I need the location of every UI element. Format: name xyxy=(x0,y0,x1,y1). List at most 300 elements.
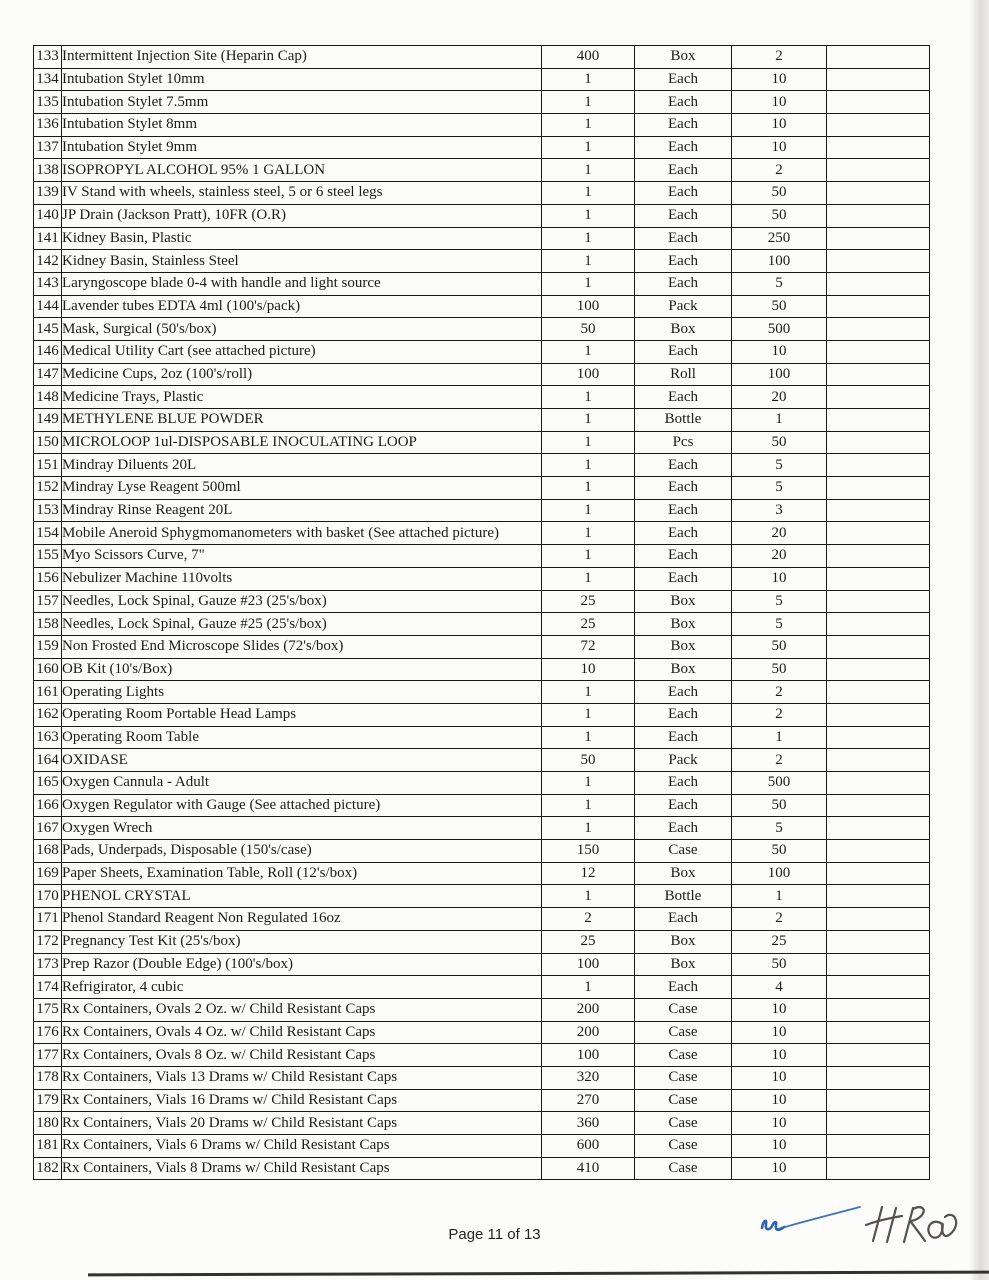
blank-cell xyxy=(827,46,930,69)
table-row xyxy=(34,953,930,976)
quantity2-cell: 10 xyxy=(732,68,827,91)
description-cell: ISOPROPYL ALCOHOL 95% 1 GALLON xyxy=(62,159,542,182)
quantity2-cell: 20 xyxy=(732,522,827,545)
unit-cell: Each xyxy=(635,68,732,91)
row-number-cell: 137 xyxy=(34,136,62,159)
quantity2-cell: 10 xyxy=(732,1044,827,1067)
description-cell: Intermittent Injection Site (Heparin Cap) xyxy=(62,46,542,69)
description-cell: IV Stand with wheels, stainless steel, 5 or 6 steel legs xyxy=(62,182,542,205)
row-number-cell: 172 xyxy=(34,930,62,953)
unit-cell: Case xyxy=(635,840,732,863)
blank-cell xyxy=(827,386,930,409)
table-row xyxy=(34,250,930,273)
description-cell: JP Drain (Jackson Pratt), 10FR (O.R) xyxy=(62,204,542,227)
description-cell: Needles, Lock Spinal, Gauze #25 (25's/box) xyxy=(62,613,542,636)
quantity2-cell: 10 xyxy=(732,1135,827,1158)
row-number-cell: 154 xyxy=(34,522,62,545)
row-number-cell: 134 xyxy=(34,68,62,91)
row-number-cell: 174 xyxy=(34,976,62,999)
quantity-cell: 50 xyxy=(542,318,635,341)
unit-cell: Each xyxy=(635,454,732,477)
description-cell: Pads, Underpads, Disposable (150's/case) xyxy=(62,840,542,863)
blank-cell xyxy=(827,68,930,91)
unit-cell: Case xyxy=(635,1112,732,1135)
table-row xyxy=(34,204,930,227)
row-number-cell: 157 xyxy=(34,590,62,613)
table-row xyxy=(34,930,930,953)
description-cell: Intubation Stylet 8mm xyxy=(62,114,542,137)
quantity2-cell: 50 xyxy=(732,295,827,318)
quantity-cell: 1 xyxy=(542,431,635,454)
quantity-cell: 1 xyxy=(542,794,635,817)
unit-cell: Each xyxy=(635,794,732,817)
quantity2-cell: 500 xyxy=(732,772,827,795)
quantity2-cell: 2 xyxy=(732,681,827,704)
description-cell: Rx Containers, Ovals 4 Oz. w/ Child Resistant Caps xyxy=(62,1021,542,1044)
unit-cell: Each xyxy=(635,91,732,114)
table-row xyxy=(34,386,930,409)
description-cell: Mobile Aneroid Sphygmomanometers with basket (See attached picture) xyxy=(62,522,542,545)
quantity2-cell: 50 xyxy=(732,953,827,976)
row-number-cell: 149 xyxy=(34,409,62,432)
unit-cell: Bottle xyxy=(635,885,732,908)
blank-cell xyxy=(827,114,930,137)
row-number-cell: 159 xyxy=(34,635,62,658)
quantity-cell: 1 xyxy=(542,114,635,137)
table-row xyxy=(34,840,930,863)
blank-cell xyxy=(827,772,930,795)
row-number-cell: 156 xyxy=(34,567,62,590)
quantity2-cell: 5 xyxy=(732,817,827,840)
description-cell: Myo Scissors Curve, 7" xyxy=(62,545,542,568)
row-number-cell: 141 xyxy=(34,227,62,250)
blank-cell xyxy=(827,908,930,931)
table-row xyxy=(34,613,930,636)
row-number-cell: 177 xyxy=(34,1044,62,1067)
description-cell: Laryngoscope blade 0-4 with handle and light source xyxy=(62,272,542,295)
row-number-cell: 133 xyxy=(34,46,62,69)
table-row xyxy=(34,1044,930,1067)
table-row xyxy=(34,681,930,704)
table-row xyxy=(34,46,930,69)
blank-cell xyxy=(827,499,930,522)
description-cell: Medicine Cups, 2oz (100's/roll) xyxy=(62,363,542,386)
blank-cell xyxy=(827,1157,930,1180)
quantity-cell: 50 xyxy=(542,749,635,772)
quantity2-cell: 250 xyxy=(732,227,827,250)
row-number-cell: 176 xyxy=(34,1021,62,1044)
unit-cell: Case xyxy=(635,1044,732,1067)
unit-cell: Each xyxy=(635,386,732,409)
row-number-cell: 170 xyxy=(34,885,62,908)
quantity-cell: 25 xyxy=(542,590,635,613)
unit-cell: Box xyxy=(635,862,732,885)
blank-cell xyxy=(827,953,930,976)
row-number-cell: 180 xyxy=(34,1112,62,1135)
quantity2-cell: 10 xyxy=(732,91,827,114)
description-cell: Oxygen Wrech xyxy=(62,817,542,840)
quantity2-cell: 10 xyxy=(732,136,827,159)
unit-cell: Box xyxy=(635,613,732,636)
unit-cell: Each xyxy=(635,976,732,999)
table-row xyxy=(34,1021,930,1044)
row-number-cell: 168 xyxy=(34,840,62,863)
quantity2-cell: 10 xyxy=(732,1021,827,1044)
quantity2-cell: 20 xyxy=(732,545,827,568)
unit-cell: Box xyxy=(635,930,732,953)
blank-cell xyxy=(827,363,930,386)
table-row xyxy=(34,477,930,500)
unit-cell: Each xyxy=(635,522,732,545)
row-number-cell: 171 xyxy=(34,908,62,931)
description-cell: PHENOL CRYSTAL xyxy=(62,885,542,908)
description-cell: OB Kit (10's/Box) xyxy=(62,658,542,681)
row-number-cell: 158 xyxy=(34,613,62,636)
blank-cell xyxy=(827,885,930,908)
unit-cell: Box xyxy=(635,318,732,341)
blank-cell xyxy=(827,681,930,704)
quantity2-cell: 10 xyxy=(732,1066,827,1089)
unit-cell: Case xyxy=(635,1157,732,1180)
description-cell: Rx Containers, Vials 8 Drams w/ Child Resistant Caps xyxy=(62,1157,542,1180)
row-number-cell: 139 xyxy=(34,182,62,205)
table-row xyxy=(34,976,930,999)
quantity2-cell: 50 xyxy=(732,658,827,681)
quantity2-cell: 5 xyxy=(732,613,827,636)
description-cell: Needles, Lock Spinal, Gauze #23 (25's/box) xyxy=(62,590,542,613)
unit-cell: Box xyxy=(635,590,732,613)
row-number-cell: 153 xyxy=(34,499,62,522)
blank-cell xyxy=(827,1112,930,1135)
quantity2-cell: 1 xyxy=(732,726,827,749)
table-row xyxy=(34,749,930,772)
quantity-cell: 100 xyxy=(542,295,635,318)
blank-cell xyxy=(827,318,930,341)
description-cell: MICROLOOP 1ul-DISPOSABLE INOCULATING LOOP xyxy=(62,431,542,454)
table-row xyxy=(34,635,930,658)
quantity-cell: 1 xyxy=(542,250,635,273)
table-row xyxy=(34,409,930,432)
blank-cell xyxy=(827,136,930,159)
scan-edge-right xyxy=(969,0,989,1280)
row-number-cell: 140 xyxy=(34,204,62,227)
row-number-cell: 164 xyxy=(34,749,62,772)
row-number-cell: 135 xyxy=(34,91,62,114)
blank-cell xyxy=(827,454,930,477)
table-row xyxy=(34,91,930,114)
quantity2-cell: 5 xyxy=(732,477,827,500)
quantity2-cell: 50 xyxy=(732,840,827,863)
blank-cell xyxy=(827,613,930,636)
description-cell: Prep Razor (Double Edge) (100's/box) xyxy=(62,953,542,976)
description-cell: Rx Containers, Ovals 8 Oz. w/ Child Resistant Caps xyxy=(62,1044,542,1067)
quantity-cell: 1 xyxy=(542,703,635,726)
quantity-cell: 100 xyxy=(542,363,635,386)
table-row xyxy=(34,545,930,568)
unit-cell: Each xyxy=(635,817,732,840)
table-row xyxy=(34,1112,930,1135)
unit-cell: Each xyxy=(635,703,732,726)
unit-cell: Each xyxy=(635,114,732,137)
table-row xyxy=(34,159,930,182)
quantity2-cell: 10 xyxy=(732,567,827,590)
unit-cell: Each xyxy=(635,681,732,704)
quantity-cell: 1 xyxy=(542,681,635,704)
table-body xyxy=(34,46,930,1180)
row-number-cell: 166 xyxy=(34,794,62,817)
quantity-cell: 1 xyxy=(542,204,635,227)
quantity2-cell: 50 xyxy=(732,204,827,227)
table-row xyxy=(34,998,930,1021)
quantity-cell: 25 xyxy=(542,613,635,636)
unit-cell: Each xyxy=(635,227,732,250)
quantity2-cell: 3 xyxy=(732,499,827,522)
quantity-cell: 1 xyxy=(542,454,635,477)
unit-cell: Case xyxy=(635,1066,732,1089)
quantity2-cell: 100 xyxy=(732,862,827,885)
quantity-cell: 1 xyxy=(542,272,635,295)
unit-cell: Each xyxy=(635,567,732,590)
quantity-cell: 1 xyxy=(542,386,635,409)
blank-cell xyxy=(827,1066,930,1089)
unit-cell: Each xyxy=(635,159,732,182)
quantity-cell: 1 xyxy=(542,159,635,182)
quantity-cell: 1 xyxy=(542,976,635,999)
description-cell: Non Frosted End Microscope Slides (72's/box) xyxy=(62,635,542,658)
quantity2-cell: 10 xyxy=(732,114,827,137)
quantity2-cell: 25 xyxy=(732,930,827,953)
quantity2-cell: 1 xyxy=(732,409,827,432)
table-row xyxy=(34,318,930,341)
description-cell: Rx Containers, Vials 13 Drams w/ Child Resistant Caps xyxy=(62,1066,542,1089)
description-cell: Rx Containers, Ovals 2 Oz. w/ Child Resistant Caps xyxy=(62,998,542,1021)
scan-edge-bottom xyxy=(88,1271,989,1277)
quantity2-cell: 2 xyxy=(732,46,827,69)
row-number-cell: 182 xyxy=(34,1157,62,1180)
row-number-cell: 178 xyxy=(34,1066,62,1089)
blank-cell xyxy=(827,431,930,454)
blank-cell xyxy=(827,522,930,545)
unit-cell: Each xyxy=(635,136,732,159)
quantity-cell: 100 xyxy=(542,953,635,976)
table-row xyxy=(34,908,930,931)
table-row xyxy=(34,703,930,726)
description-cell: Medicine Trays, Plastic xyxy=(62,386,542,409)
table-row xyxy=(34,114,930,137)
table-row xyxy=(34,340,930,363)
quantity-cell: 360 xyxy=(542,1112,635,1135)
table-row xyxy=(34,658,930,681)
blank-cell xyxy=(827,703,930,726)
description-cell: Operating Room Table xyxy=(62,726,542,749)
unit-cell: Pack xyxy=(635,295,732,318)
unit-cell: Roll xyxy=(635,363,732,386)
unit-cell: Pack xyxy=(635,749,732,772)
unit-cell: Box xyxy=(635,635,732,658)
quantity-cell: 1 xyxy=(542,772,635,795)
quantity-cell: 1 xyxy=(542,885,635,908)
table-row xyxy=(34,1157,930,1180)
blank-cell xyxy=(827,976,930,999)
description-cell: Oxygen Regulator with Gauge (See attached picture) xyxy=(62,794,542,817)
unit-cell: Each xyxy=(635,908,732,931)
quantity2-cell: 50 xyxy=(732,431,827,454)
table-row xyxy=(34,522,930,545)
description-cell: Medical Utility Cart (see attached picture) xyxy=(62,340,542,363)
unit-cell: Each xyxy=(635,272,732,295)
blank-cell xyxy=(827,409,930,432)
quantity2-cell: 50 xyxy=(732,794,827,817)
description-cell: Oxygen Cannula - Adult xyxy=(62,772,542,795)
row-number-cell: 165 xyxy=(34,772,62,795)
quantity-cell: 270 xyxy=(542,1089,635,1112)
row-number-cell: 147 xyxy=(34,363,62,386)
description-cell: Refrigirator, 4 cubic xyxy=(62,976,542,999)
row-number-cell: 155 xyxy=(34,545,62,568)
description-cell: Mask, Surgical (50's/box) xyxy=(62,318,542,341)
quantity-cell: 1 xyxy=(542,499,635,522)
handwritten-annotations xyxy=(738,1190,989,1258)
table-row xyxy=(34,227,930,250)
blank-cell xyxy=(827,749,930,772)
row-number-cell: 162 xyxy=(34,703,62,726)
description-cell: Phenol Standard Reagent Non Regulated 16oz xyxy=(62,908,542,931)
quantity-cell: 1 xyxy=(542,409,635,432)
table-row xyxy=(34,431,930,454)
blank-cell xyxy=(827,250,930,273)
row-number-cell: 179 xyxy=(34,1089,62,1112)
quantity-cell: 200 xyxy=(542,998,635,1021)
row-number-cell: 173 xyxy=(34,953,62,976)
blank-cell xyxy=(827,840,930,863)
row-number-cell: 152 xyxy=(34,477,62,500)
description-cell: Operating Lights xyxy=(62,681,542,704)
unit-cell: Box xyxy=(635,953,732,976)
row-number-cell: 169 xyxy=(34,862,62,885)
quantity-cell: 1 xyxy=(542,91,635,114)
quantity-cell: 72 xyxy=(542,635,635,658)
table-row xyxy=(34,794,930,817)
quantity2-cell: 10 xyxy=(732,340,827,363)
unit-cell: Box xyxy=(635,46,732,69)
blank-cell xyxy=(827,182,930,205)
table-row xyxy=(34,567,930,590)
table-row xyxy=(34,772,930,795)
quantity-cell: 410 xyxy=(542,1157,635,1180)
quantity2-cell: 5 xyxy=(732,272,827,295)
row-number-cell: 142 xyxy=(34,250,62,273)
unit-cell: Case xyxy=(635,1021,732,1044)
table-row xyxy=(34,454,930,477)
unit-cell: Box xyxy=(635,658,732,681)
description-cell: Lavender tubes EDTA 4ml (100's/pack) xyxy=(62,295,542,318)
unit-cell: Each xyxy=(635,204,732,227)
quantity-cell: 12 xyxy=(542,862,635,885)
table-row xyxy=(34,182,930,205)
row-number-cell: 144 xyxy=(34,295,62,318)
table-row xyxy=(34,363,930,386)
description-cell: METHYLENE BLUE POWDER xyxy=(62,409,542,432)
quantity2-cell: 4 xyxy=(732,976,827,999)
table-row xyxy=(34,817,930,840)
quantity2-cell: 500 xyxy=(732,318,827,341)
blank-cell xyxy=(827,295,930,318)
quantity2-cell: 100 xyxy=(732,250,827,273)
blank-cell xyxy=(827,567,930,590)
quantity-cell: 10 xyxy=(542,658,635,681)
description-cell: Paper Sheets, Examination Table, Roll (12's/box) xyxy=(62,862,542,885)
unit-cell: Each xyxy=(635,772,732,795)
quantity-cell: 1 xyxy=(542,136,635,159)
quantity-cell: 150 xyxy=(542,840,635,863)
blank-cell xyxy=(827,930,930,953)
description-cell: Operating Room Portable Head Lamps xyxy=(62,703,542,726)
blank-cell xyxy=(827,1021,930,1044)
quantity-cell: 1 xyxy=(542,227,635,250)
quantity-cell: 1 xyxy=(542,817,635,840)
page-number: Page 11 of 13 xyxy=(448,1226,541,1243)
quantity2-cell: 2 xyxy=(732,703,827,726)
blank-cell xyxy=(827,340,930,363)
quantity2-cell: 5 xyxy=(732,590,827,613)
unit-cell: Each xyxy=(635,477,732,500)
row-number-cell: 163 xyxy=(34,726,62,749)
quantity2-cell: 1 xyxy=(732,885,827,908)
description-cell: OXIDASE xyxy=(62,749,542,772)
row-number-cell: 181 xyxy=(34,1135,62,1158)
table-row xyxy=(34,1089,930,1112)
quantity2-cell: 20 xyxy=(732,386,827,409)
description-cell: Intubation Stylet 9mm xyxy=(62,136,542,159)
table-row xyxy=(34,862,930,885)
row-number-cell: 146 xyxy=(34,340,62,363)
description-cell: Rx Containers, Vials 20 Drams w/ Child Resistant Caps xyxy=(62,1112,542,1135)
table-row xyxy=(34,726,930,749)
quantity-cell: 2 xyxy=(542,908,635,931)
blank-cell xyxy=(827,998,930,1021)
blank-cell xyxy=(827,794,930,817)
quantity-cell: 1 xyxy=(542,726,635,749)
quantity-cell: 400 xyxy=(542,46,635,69)
blank-cell xyxy=(827,545,930,568)
blank-cell xyxy=(827,862,930,885)
quantity-cell: 1 xyxy=(542,340,635,363)
quantity-cell: 320 xyxy=(542,1066,635,1089)
row-number-cell: 143 xyxy=(34,272,62,295)
blank-cell xyxy=(827,635,930,658)
blank-cell xyxy=(827,477,930,500)
quantity-cell: 600 xyxy=(542,1135,635,1158)
blank-cell xyxy=(827,91,930,114)
quantity2-cell: 2 xyxy=(732,159,827,182)
description-cell: Kidney Basin, Plastic xyxy=(62,227,542,250)
description-cell: Pregnancy Test Kit (25's/box) xyxy=(62,930,542,953)
table-row xyxy=(34,68,930,91)
unit-cell: Bottle xyxy=(635,409,732,432)
description-cell: Rx Containers, Vials 16 Drams w/ Child Resistant Caps xyxy=(62,1089,542,1112)
quantity2-cell: 10 xyxy=(732,1157,827,1180)
blank-cell xyxy=(827,1135,930,1158)
quantity2-cell: 5 xyxy=(732,454,827,477)
description-cell: Rx Containers, Vials 6 Drams w/ Child Resistant Caps xyxy=(62,1135,542,1158)
unit-cell: Each xyxy=(635,340,732,363)
table-row xyxy=(34,136,930,159)
blank-cell xyxy=(827,227,930,250)
unit-cell: Case xyxy=(635,1089,732,1112)
blank-cell xyxy=(827,726,930,749)
quantity-cell: 200 xyxy=(542,1021,635,1044)
blank-cell xyxy=(827,159,930,182)
